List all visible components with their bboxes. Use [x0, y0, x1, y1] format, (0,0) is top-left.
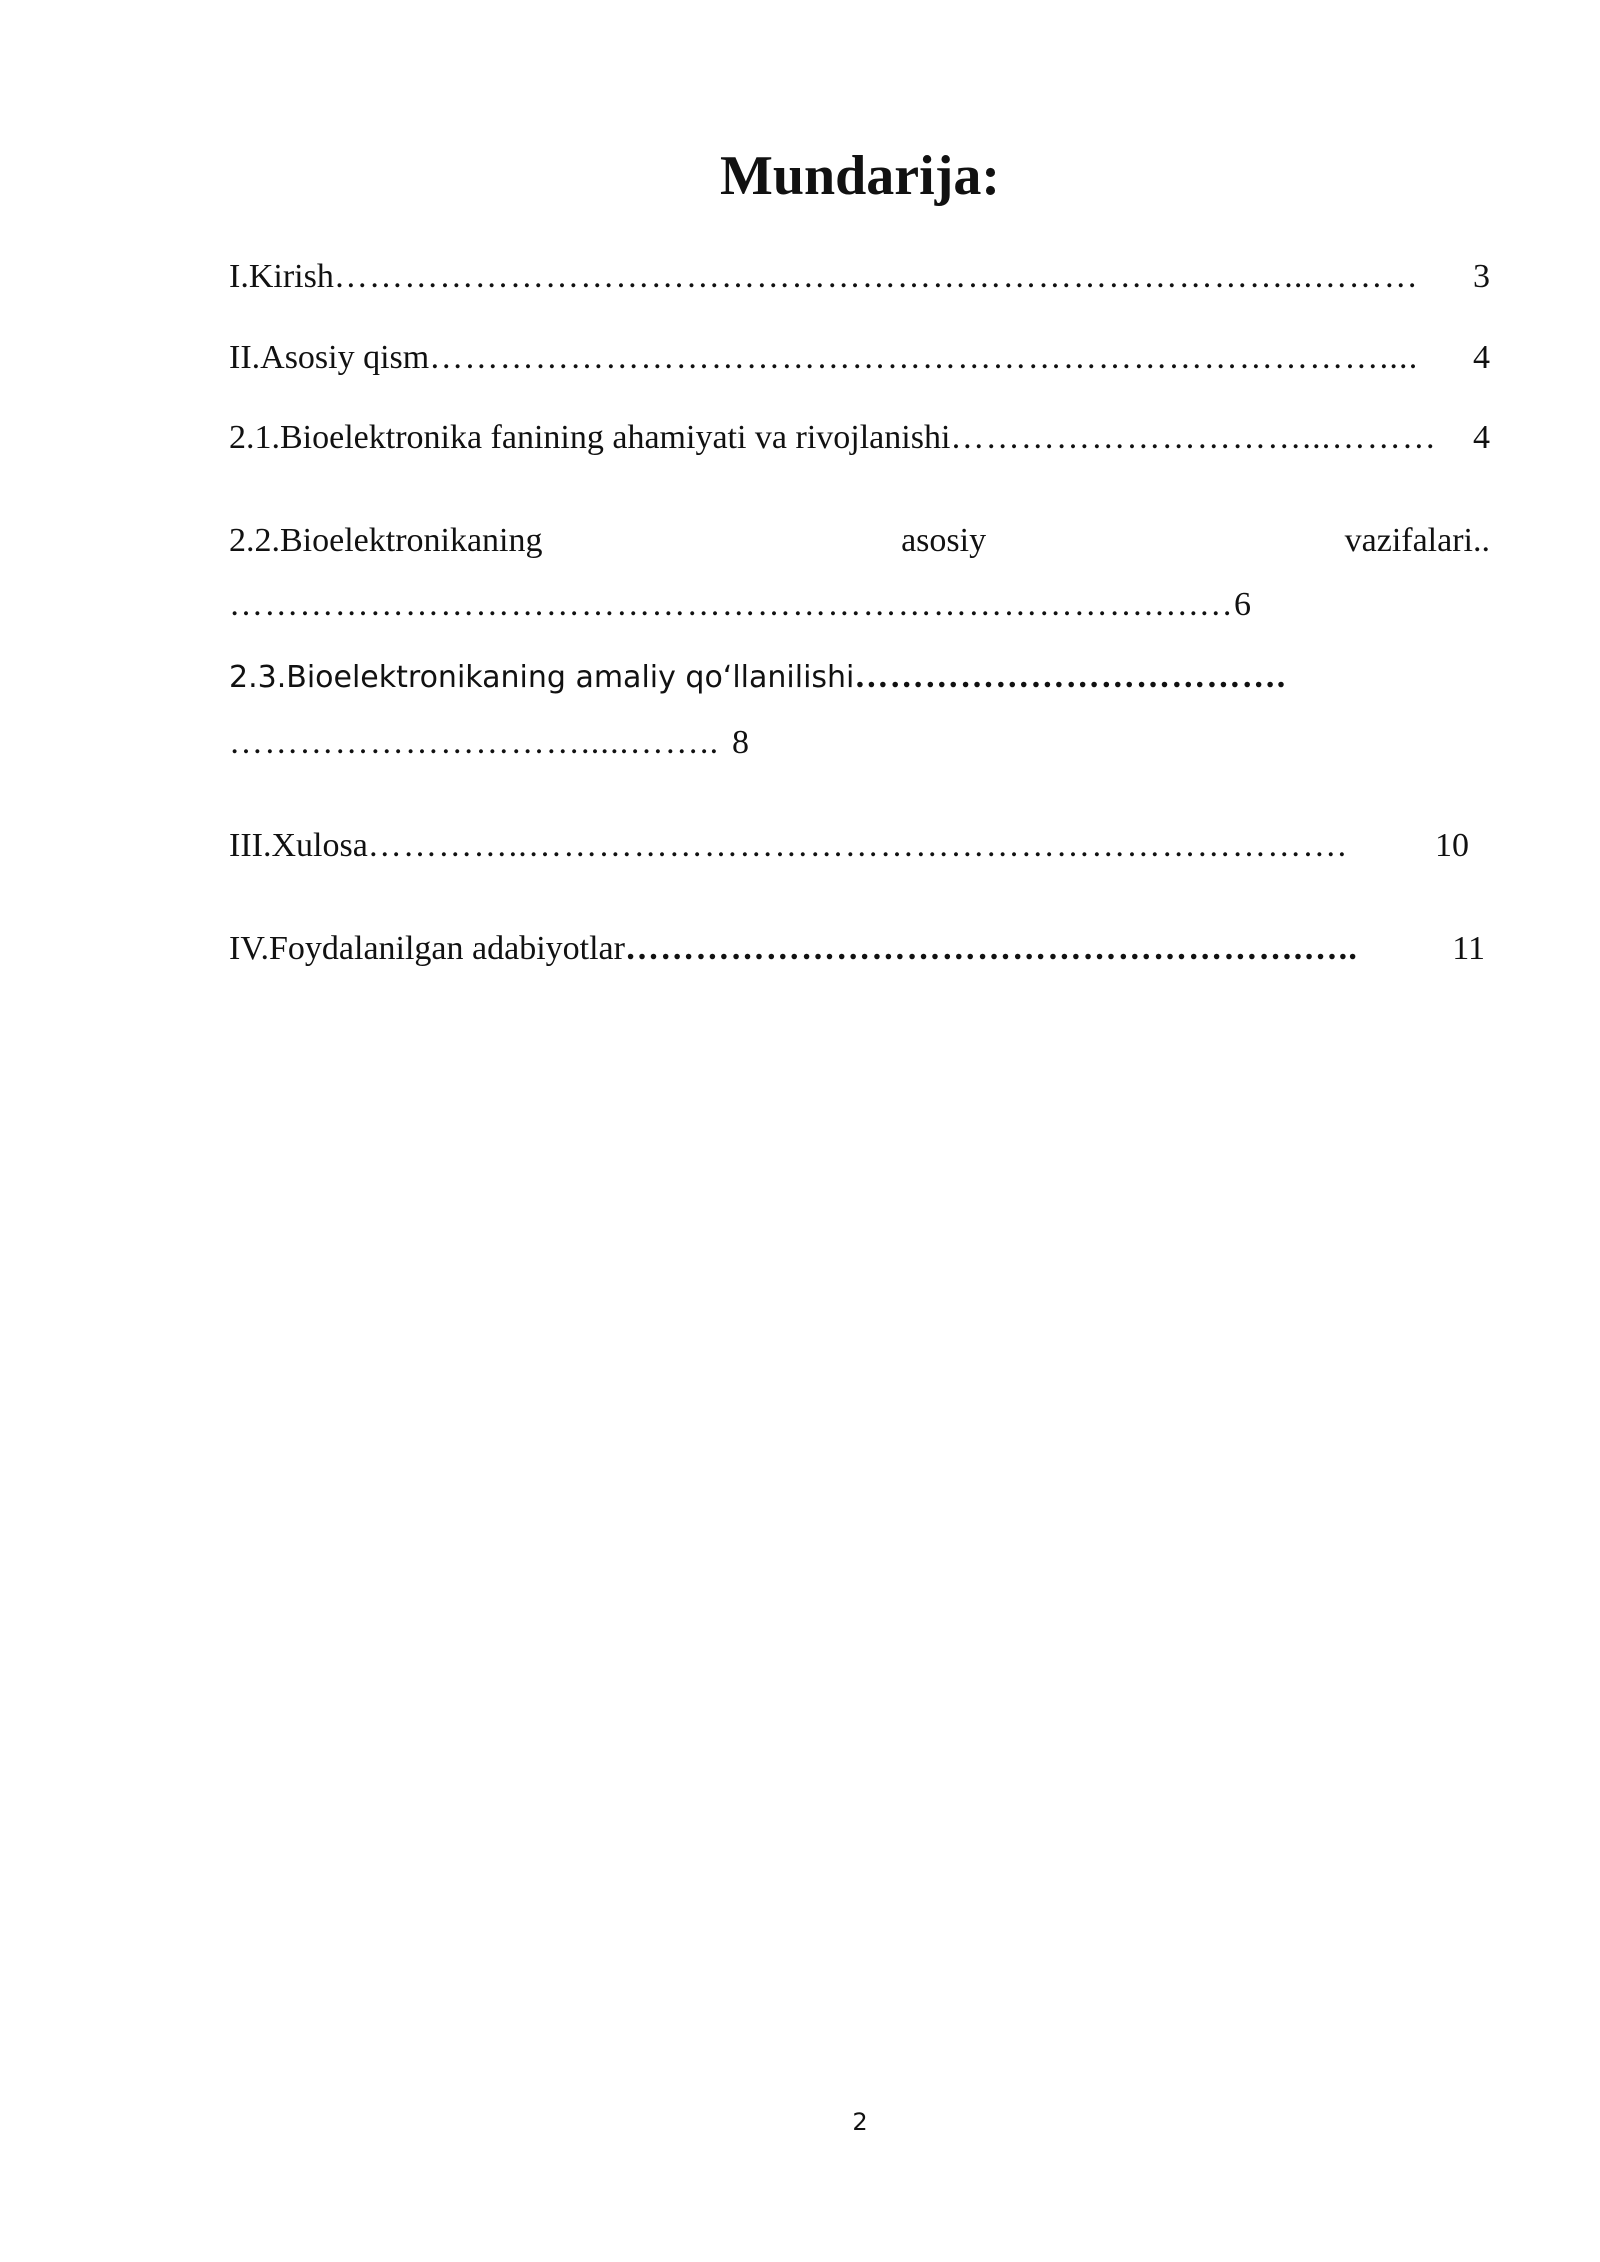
toc-page-number: 4 [1473, 339, 1490, 376]
toc-leader: …………..……………………………………………………………. [367, 829, 1348, 863]
toc-page-number: 6 [1234, 586, 1251, 623]
toc-entry-asosiy-qism[interactable] [229, 341, 1490, 375]
toc-entry-2-1[interactable] [229, 421, 1490, 455]
toc-label-part: 2.2.Bioelektronikaning [229, 522, 543, 559]
page-title: Mundarija: [720, 145, 1000, 207]
toc-entry-kirish[interactable] [229, 260, 1490, 294]
toc-page-number: 3 [1473, 258, 1490, 295]
toc-label-part: asosiy [901, 522, 987, 559]
toc-entry-adabiyotlar[interactable] [229, 932, 1485, 966]
toc-page-number: 8 [732, 724, 749, 761]
footer-page-number: 2 [852, 2108, 868, 2136]
toc-label: 2.3.Bioelektronikaning amaliy qo‘llanilishi [229, 660, 855, 695]
toc-label: 2.1.Bioelektronika fanining ahamiyati va rivojlanishi [229, 419, 951, 456]
toc-label: I.Kirish [229, 258, 334, 295]
toc-label: III.Xulosa [229, 827, 368, 864]
toc-leader: …………………………...……… [950, 421, 1438, 455]
toc-entry-2-2-line1[interactable] [229, 524, 1490, 558]
toc-leader: ………………………….....…….. [229, 726, 720, 760]
toc-page-number: 10 [1435, 827, 1469, 864]
toc-leader: ………………………………………………….….. [624, 932, 1359, 966]
toc-entry-2-2-line2[interactable] [229, 588, 1251, 622]
toc-leader: ………………………………. [854, 660, 1287, 694]
toc-page-number: 11 [1452, 930, 1485, 967]
toc-entry-2-3-line2[interactable] [229, 726, 749, 760]
toc-label: II.Asosiy qism [229, 339, 430, 376]
toc-leader: ………………………………………………………………………...……… [333, 260, 1419, 294]
toc-page-number: 4 [1473, 419, 1490, 456]
toc-entry-xulosa[interactable] [229, 829, 1469, 863]
toc-label: IV.Foydalanilgan adabiyotlar [229, 930, 625, 967]
toc-leader: …………………………………………………………………….….… [229, 588, 1234, 622]
toc-entry-2-3-line1[interactable] [229, 660, 1399, 694]
toc-leader: ……………………………………………………………………….... [429, 341, 1419, 375]
toc-label-part: vazifalari.. [1344, 522, 1490, 559]
